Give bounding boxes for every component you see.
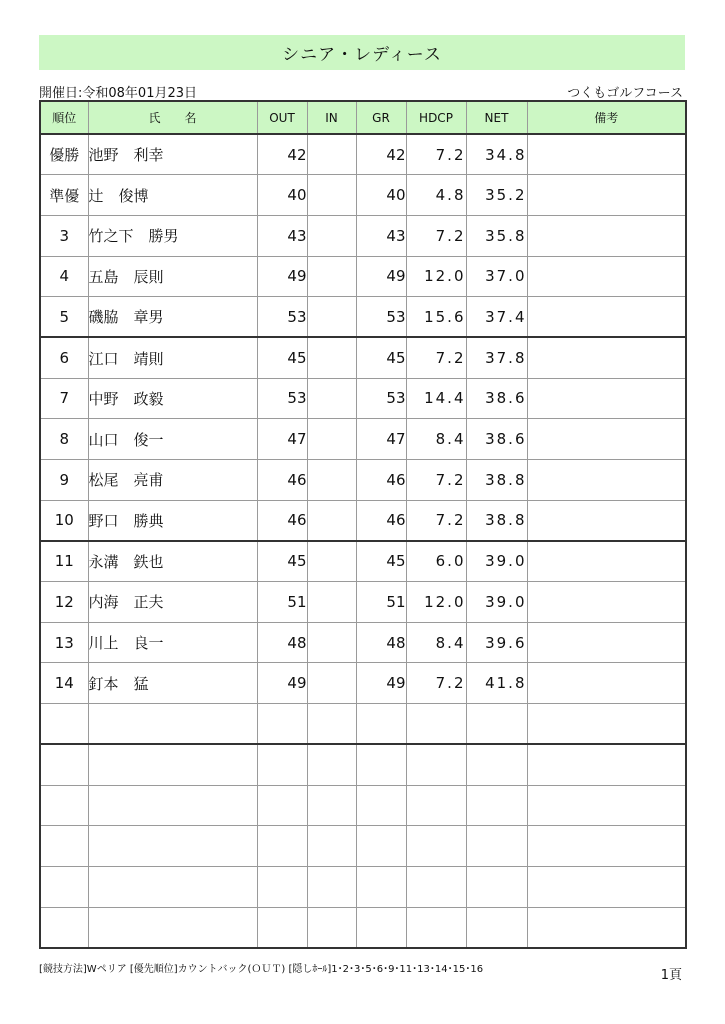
net-score-cell xyxy=(466,866,527,907)
player-name-cell: 竹之下 勝男 xyxy=(88,215,257,256)
remarks-cell xyxy=(527,541,686,582)
in-score-cell xyxy=(307,297,356,338)
remarks-cell xyxy=(527,215,686,256)
gross-score-cell xyxy=(356,826,406,867)
net-score-cell: 41.8 xyxy=(466,663,527,704)
net-score-cell: 38.6 xyxy=(466,378,527,419)
gross-score-cell xyxy=(356,744,406,785)
out-score-cell: 42 xyxy=(257,134,307,175)
handicap-cell: 7.2 xyxy=(406,500,466,541)
gross-score-cell: 53 xyxy=(356,297,406,338)
col-header-out: OUT xyxy=(257,101,307,134)
player-name-cell: 中野 政毅 xyxy=(88,378,257,419)
player-name-cell xyxy=(88,785,257,826)
player-name-cell xyxy=(88,826,257,867)
handicap-cell xyxy=(406,907,466,948)
net-score-cell: 39.0 xyxy=(466,541,527,582)
col-header-gr: GR xyxy=(356,101,406,134)
out-score-cell xyxy=(257,866,307,907)
gross-score-cell: 48 xyxy=(356,622,406,663)
event-date: 開催日:令和08年01月23日 xyxy=(39,86,198,101)
gross-score-cell: 45 xyxy=(356,541,406,582)
out-score-cell: 53 xyxy=(257,378,307,419)
table-row xyxy=(40,134,686,175)
remarks-cell xyxy=(527,866,686,907)
in-score-cell xyxy=(307,256,356,297)
rank-cell xyxy=(40,826,88,867)
out-score-cell xyxy=(257,704,307,745)
rank-cell xyxy=(40,704,88,745)
table-row xyxy=(40,866,686,907)
out-score-cell xyxy=(257,785,307,826)
rank-cell: 3 xyxy=(40,215,88,256)
in-score-cell xyxy=(307,907,356,948)
in-score-cell xyxy=(307,134,356,175)
player-name-cell: 松尾 亮甫 xyxy=(88,460,257,501)
table-row xyxy=(40,378,686,419)
handicap-cell: 14.4 xyxy=(406,378,466,419)
in-score-cell xyxy=(307,500,356,541)
rank-cell: 11 xyxy=(40,541,88,582)
in-score-cell xyxy=(307,744,356,785)
handicap-cell: 7.2 xyxy=(406,460,466,501)
table-row xyxy=(40,744,686,785)
remarks-cell xyxy=(527,704,686,745)
remarks-cell xyxy=(527,175,686,216)
handicap-cell xyxy=(406,785,466,826)
rank-cell: 12 xyxy=(40,582,88,623)
remarks-cell xyxy=(527,744,686,785)
table-row xyxy=(40,419,686,460)
handicap-cell: 8.4 xyxy=(406,419,466,460)
in-score-cell xyxy=(307,663,356,704)
in-score-cell xyxy=(307,215,356,256)
remarks-cell xyxy=(527,907,686,948)
gross-score-cell: 49 xyxy=(356,663,406,704)
remarks-cell xyxy=(527,134,686,175)
table-row xyxy=(40,256,686,297)
out-score-cell: 40 xyxy=(257,175,307,216)
rank-cell: 9 xyxy=(40,460,88,501)
remarks-cell xyxy=(527,663,686,704)
remarks-cell xyxy=(527,500,686,541)
handicap-cell: 12.0 xyxy=(406,256,466,297)
rank-cell xyxy=(40,785,88,826)
net-score-cell xyxy=(466,704,527,745)
handicap-cell: 7.2 xyxy=(406,663,466,704)
col-header-rank: 順位 xyxy=(40,101,88,134)
net-score-cell: 35.8 xyxy=(466,215,527,256)
remarks-cell xyxy=(527,582,686,623)
col-header-net: NET xyxy=(466,101,527,134)
gross-score-cell xyxy=(356,785,406,826)
in-score-cell xyxy=(307,704,356,745)
net-score-cell xyxy=(466,744,527,785)
gross-score-cell: 40 xyxy=(356,175,406,216)
player-name-cell: 池野 利幸 xyxy=(88,134,257,175)
rank-cell: 4 xyxy=(40,256,88,297)
handicap-cell: 12.0 xyxy=(406,582,466,623)
table-row xyxy=(40,704,686,745)
gross-score-cell: 43 xyxy=(356,215,406,256)
gross-score-cell: 46 xyxy=(356,500,406,541)
out-score-cell xyxy=(257,907,307,948)
in-score-cell xyxy=(307,582,356,623)
results-table xyxy=(39,100,687,949)
gross-score-cell: 42 xyxy=(356,134,406,175)
table-row xyxy=(40,582,686,623)
player-name-cell xyxy=(88,744,257,785)
rank-cell xyxy=(40,744,88,785)
out-score-cell: 46 xyxy=(257,500,307,541)
rank-cell: 6 xyxy=(40,337,88,378)
col-header-remarks: 備考 xyxy=(527,101,686,134)
in-score-cell xyxy=(307,419,356,460)
handicap-cell xyxy=(406,704,466,745)
in-score-cell xyxy=(307,541,356,582)
net-score-cell: 39.0 xyxy=(466,582,527,623)
net-score-cell: 38.8 xyxy=(466,460,527,501)
in-score-cell xyxy=(307,622,356,663)
rank-cell: 5 xyxy=(40,297,88,338)
table-row xyxy=(40,337,686,378)
rank-cell: 7 xyxy=(40,378,88,419)
gross-score-cell xyxy=(356,907,406,948)
player-name-cell: 江口 靖則 xyxy=(88,337,257,378)
remarks-cell xyxy=(527,378,686,419)
table-row xyxy=(40,297,686,338)
header-row xyxy=(40,101,686,134)
gross-score-cell: 45 xyxy=(356,337,406,378)
remarks-cell xyxy=(527,419,686,460)
in-score-cell xyxy=(307,175,356,216)
in-score-cell xyxy=(307,866,356,907)
table-row xyxy=(40,622,686,663)
out-score-cell: 48 xyxy=(257,622,307,663)
rank-cell: 14 xyxy=(40,663,88,704)
net-score-cell: 37.8 xyxy=(466,337,527,378)
gross-score-cell xyxy=(356,866,406,907)
remarks-cell xyxy=(527,460,686,501)
in-score-cell xyxy=(307,378,356,419)
net-score-cell: 37.4 xyxy=(466,297,527,338)
rank-cell: 優勝 xyxy=(40,134,88,175)
net-score-cell: 38.8 xyxy=(466,500,527,541)
handicap-cell: 4.8 xyxy=(406,175,466,216)
col-header-in: IN xyxy=(307,101,356,134)
out-score-cell xyxy=(257,826,307,867)
table-row xyxy=(40,541,686,582)
page-title: シニア・レディース xyxy=(39,35,685,70)
in-score-cell xyxy=(307,337,356,378)
remarks-cell xyxy=(527,256,686,297)
table-row xyxy=(40,460,686,501)
table-row xyxy=(40,826,686,867)
player-name-cell: 永溝 鉄也 xyxy=(88,541,257,582)
handicap-cell xyxy=(406,826,466,867)
net-score-cell xyxy=(466,785,527,826)
net-score-cell: 34.8 xyxy=(466,134,527,175)
out-score-cell: 43 xyxy=(257,215,307,256)
handicap-cell: 6.0 xyxy=(406,541,466,582)
remarks-cell xyxy=(527,826,686,867)
col-header-hdcp: HDCP xyxy=(406,101,466,134)
handicap-cell xyxy=(406,866,466,907)
rank-cell: 準優 xyxy=(40,175,88,216)
out-score-cell xyxy=(257,744,307,785)
net-score-cell: 35.2 xyxy=(466,175,527,216)
gross-score-cell xyxy=(356,704,406,745)
meta-row xyxy=(39,82,685,100)
net-score-cell: 39.6 xyxy=(466,622,527,663)
out-score-cell: 51 xyxy=(257,582,307,623)
net-score-cell: 37.0 xyxy=(466,256,527,297)
remarks-cell xyxy=(527,337,686,378)
competition-rules-note: [競技方法]Wペリア [優先順位]カウントバック(ＯＵＴ) [隠しﾎｰﾙ]1･2･3･5･6･9･11･13･14･15･16 xyxy=(39,964,484,975)
remarks-cell xyxy=(527,622,686,663)
player-name-cell xyxy=(88,866,257,907)
player-name-cell: 山口 俊一 xyxy=(88,419,257,460)
player-name-cell xyxy=(88,704,257,745)
out-score-cell: 47 xyxy=(257,419,307,460)
out-score-cell: 45 xyxy=(257,541,307,582)
table-row xyxy=(40,215,686,256)
handicap-cell: 15.6 xyxy=(406,297,466,338)
handicap-cell xyxy=(406,744,466,785)
gross-score-cell: 46 xyxy=(356,460,406,501)
out-score-cell: 45 xyxy=(257,337,307,378)
page-number: 1頁 xyxy=(660,968,682,983)
out-score-cell: 49 xyxy=(257,663,307,704)
in-score-cell xyxy=(307,460,356,501)
gross-score-cell: 51 xyxy=(356,582,406,623)
out-score-cell: 53 xyxy=(257,297,307,338)
rank-cell xyxy=(40,907,88,948)
in-score-cell xyxy=(307,826,356,867)
net-score-cell xyxy=(466,826,527,867)
net-score-cell: 38.6 xyxy=(466,419,527,460)
handicap-cell: 8.4 xyxy=(406,622,466,663)
table-row xyxy=(40,663,686,704)
rank-cell xyxy=(40,866,88,907)
remarks-cell xyxy=(527,297,686,338)
rank-cell: 10 xyxy=(40,500,88,541)
gross-score-cell: 53 xyxy=(356,378,406,419)
table-row xyxy=(40,785,686,826)
in-score-cell xyxy=(307,785,356,826)
rank-cell: 13 xyxy=(40,622,88,663)
table-row xyxy=(40,500,686,541)
handicap-cell: 7.2 xyxy=(406,134,466,175)
player-name-cell: 野口 勝典 xyxy=(88,500,257,541)
table-row xyxy=(40,907,686,948)
handicap-cell: 7.2 xyxy=(406,215,466,256)
player-name-cell: 川上 良一 xyxy=(88,622,257,663)
col-header-name: 氏 名 xyxy=(88,101,257,134)
player-name-cell: 五島 辰則 xyxy=(88,256,257,297)
course-name: つくもゴルフコース xyxy=(567,86,683,101)
table-row xyxy=(40,175,686,216)
out-score-cell: 46 xyxy=(257,460,307,501)
player-name-cell: 辻 俊博 xyxy=(88,175,257,216)
remarks-cell xyxy=(527,785,686,826)
gross-score-cell: 49 xyxy=(356,256,406,297)
player-name-cell: 内海 正夫 xyxy=(88,582,257,623)
player-name-cell: 釘本 猛 xyxy=(88,663,257,704)
gross-score-cell: 47 xyxy=(356,419,406,460)
player-name-cell xyxy=(88,907,257,948)
results-body xyxy=(40,134,686,948)
player-name-cell: 磯脇 章男 xyxy=(88,297,257,338)
handicap-cell: 7.2 xyxy=(406,337,466,378)
out-score-cell: 49 xyxy=(257,256,307,297)
net-score-cell xyxy=(466,907,527,948)
rank-cell: 8 xyxy=(40,419,88,460)
